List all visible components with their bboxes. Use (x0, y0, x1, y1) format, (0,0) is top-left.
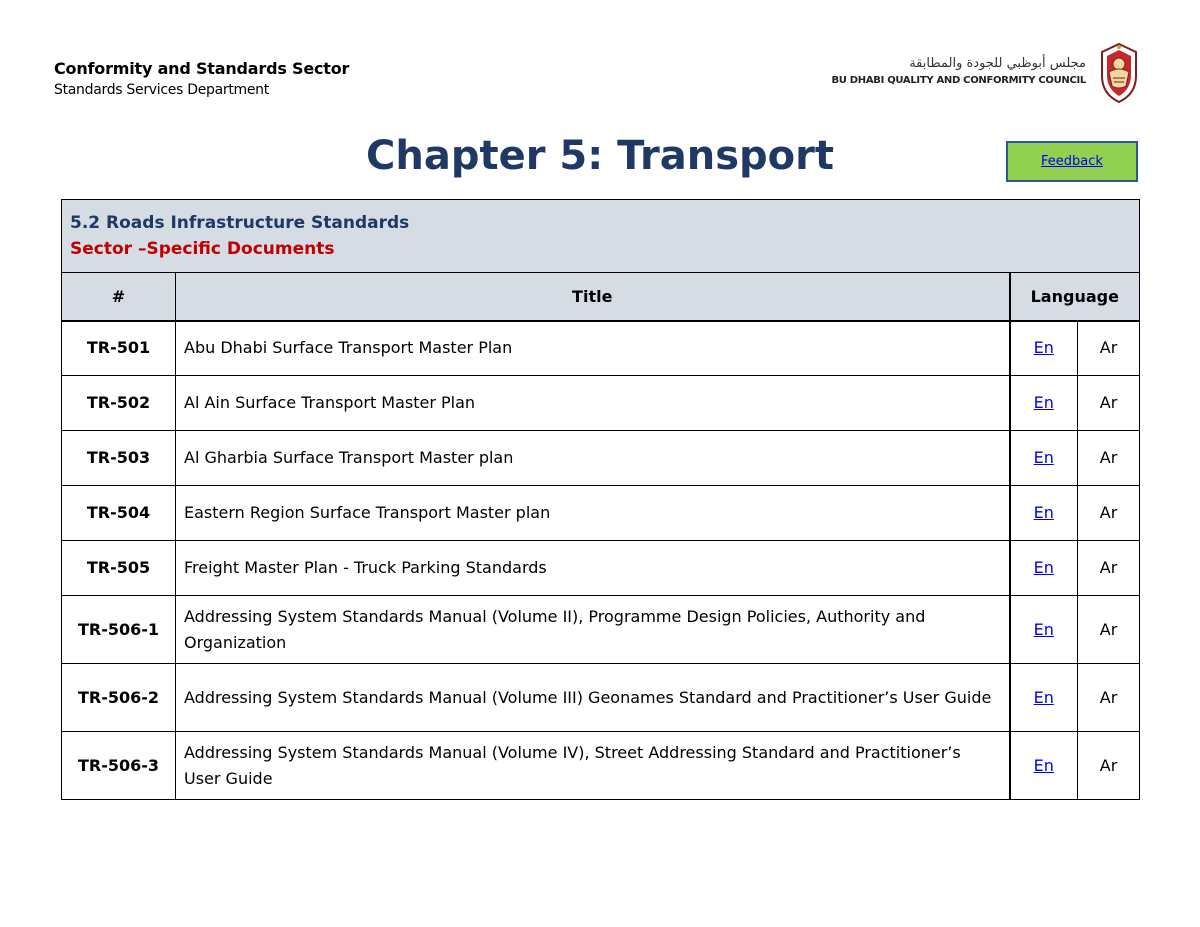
feedback-link[interactable]: Feedback (1006, 141, 1138, 182)
documents-table (61, 199, 1140, 800)
table-row (62, 732, 1140, 800)
doc-id: TR-506-1 (62, 596, 176, 664)
doc-title: Abu Dhabi Surface Transport Master Plan (176, 321, 1010, 376)
english-link[interactable]: En (1033, 558, 1054, 577)
english-link[interactable]: En (1033, 448, 1054, 467)
en-cell (1010, 486, 1078, 541)
english-link[interactable]: En (1033, 687, 1054, 707)
english-link[interactable]: En (1033, 755, 1054, 775)
doc-id: TR-506-2 (62, 664, 176, 732)
column-header-id: # (62, 273, 176, 321)
doc-title: Eastern Region Surface Transport Master plan (176, 486, 1010, 541)
doc-title: Al Ain Surface Transport Master Plan (176, 376, 1010, 431)
table-row (62, 596, 1140, 664)
table-row (62, 321, 1140, 376)
column-header-row (62, 273, 1140, 321)
logo-english-text: BU DHABI QUALITY AND CONFORMITY COUNCIL (831, 75, 1086, 86)
doc-id: TR-502 (62, 376, 176, 431)
arabic-label: Ar (1078, 541, 1140, 596)
table-row (62, 541, 1140, 596)
section-header (62, 200, 1140, 273)
chapter-title: Chapter 5: Transport (366, 133, 834, 179)
en-cell (1010, 596, 1078, 664)
table-row (62, 486, 1140, 541)
column-header-language: Language (1010, 273, 1140, 321)
council-logo (831, 42, 1142, 104)
doc-title: Addressing System Standards Manual (Volume III) Geonames Standard and Practitioner’s User Guide (176, 664, 1010, 732)
column-header-title: Title (176, 273, 1010, 321)
section-title: 5.2 Roads Infrastructure Standards (70, 213, 410, 233)
english-link[interactable]: En (1033, 619, 1054, 639)
logo-arabic-text: مجلس أبوظبي للجودة والمطابقة (909, 56, 1086, 71)
doc-title: Addressing System Standards Manual (Volume II), Programme Design Policies, Authority and Organization (176, 596, 1010, 664)
english-link[interactable]: En (1033, 338, 1054, 358)
arabic-label: Ar (1078, 596, 1140, 664)
arabic-label: Ar (1078, 664, 1140, 732)
table-row (62, 431, 1140, 486)
section-header-row (62, 200, 1140, 273)
english-link[interactable]: En (1033, 393, 1054, 412)
doc-title: Al Gharbia Surface Transport Master plan (176, 431, 1010, 486)
en-cell (1010, 541, 1078, 596)
department-name: Standards Services Department (54, 82, 269, 98)
arabic-label: Ar (1078, 732, 1140, 800)
doc-title: Freight Master Plan - Truck Parking Standards (176, 541, 1010, 596)
en-cell (1010, 732, 1078, 800)
en-cell (1010, 431, 1078, 486)
doc-title: Addressing System Standards Manual (Volume IV), Street Addressing Standard and Practitioner’s User Guide (176, 732, 1010, 800)
doc-id: TR-504 (62, 486, 176, 541)
section-subtitle: Sector –Specific Documents (70, 239, 335, 259)
en-cell (1010, 321, 1078, 376)
header-org (54, 58, 349, 100)
arabic-label: Ar (1078, 486, 1140, 541)
sector-name: Conformity and Standards Sector (54, 59, 350, 78)
doc-id: TR-501 (62, 321, 176, 376)
table-row (62, 376, 1140, 431)
en-cell (1010, 376, 1078, 431)
english-link[interactable]: En (1033, 503, 1054, 522)
falcon-emblem-icon (1096, 42, 1142, 104)
doc-id: TR-505 (62, 541, 176, 596)
table-row (62, 664, 1140, 732)
en-cell (1010, 664, 1078, 732)
doc-id: TR-503 (62, 431, 176, 486)
arabic-label: Ar (1078, 321, 1140, 376)
arabic-label: Ar (1078, 431, 1140, 486)
doc-id: TR-506-3 (62, 732, 176, 800)
arabic-label: Ar (1078, 376, 1140, 431)
